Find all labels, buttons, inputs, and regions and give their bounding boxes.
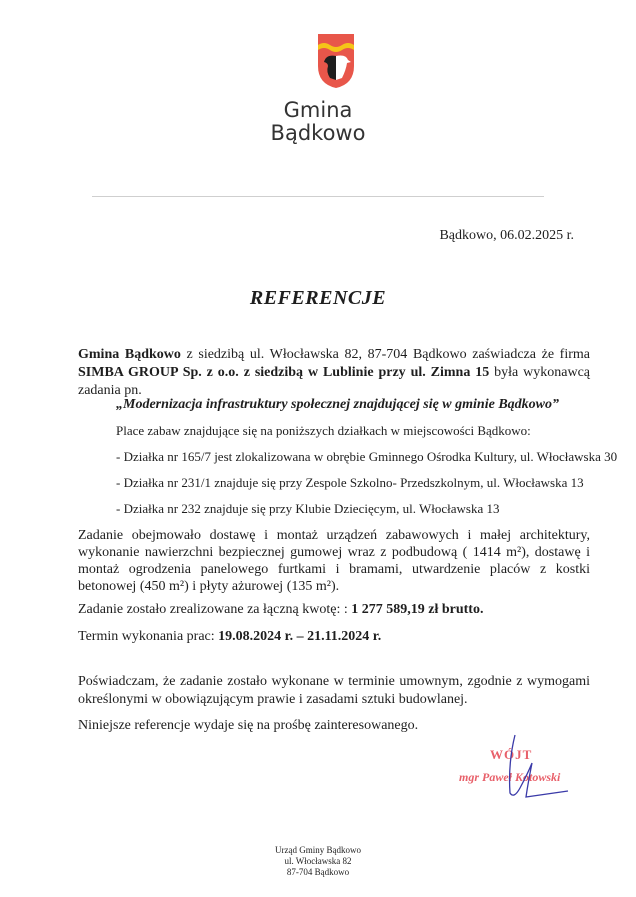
term-line xyxy=(78,628,590,646)
intro-text-end: była wykonawcą zadania pn. xyxy=(78,365,591,398)
term-label: Termin wykonania prac: xyxy=(78,629,219,644)
footer-line1: Urząd Gminy Bądkowo xyxy=(275,845,361,855)
coat-of-arms-icon xyxy=(316,32,356,90)
header-divider xyxy=(92,196,544,197)
location-item: - Działka nr 165/7 jest zlokalizowana w obrębie Gminnego Ośrodka Kultury, ul. Włocławska 30 xyxy=(116,449,618,464)
handwritten-signature-icon xyxy=(470,733,590,803)
location-item: - Działka nr 232 znajduje się przy Klubie Dziecięcym, ul. Włocławska 13 xyxy=(116,501,500,516)
document-title: REFERENCJE xyxy=(249,287,387,309)
intro-municipality: Gmina Bądkowo xyxy=(78,347,181,362)
term-value: 19.08.2024 r. – 21.11.2024 r. xyxy=(218,629,382,644)
brand-name-line1: Gmina xyxy=(283,98,353,122)
project-title: „Modernizacja infrastruktury społecznej znajdującej się w gminie Bądkowo” xyxy=(116,397,559,412)
date-line: Bądkowo, 06.02.2025 r. xyxy=(439,228,574,243)
signature-role: WÓJT xyxy=(490,747,533,762)
footer-line3: 87-704 Bądkowo xyxy=(286,867,350,877)
location-item: - Działka nr 231/1 znajduje się przy Zespole Szkolno- Przedszkolnym, ul. Włocławska 13 xyxy=(116,475,584,490)
closing-line: Niniejsze referencje wydaje się na prośbę zainteresowanego. xyxy=(78,718,419,733)
scope-paragraph: Zadanie obejmowało dostawę i montaż urządzeń zabawowych i małej architektury, wykonanie nawierzchni bezpiecznej gumowej wraz z podbudową ( 1414 m²), dostawę i montaż ogrodzenia panelowego furtkami i bramami, utwardzenie placów z kostki betonowej (450 m²) i płyty ażurowej (135 m²). xyxy=(78,528,590,594)
amount-line xyxy=(78,601,590,619)
intro-company: SIMBA GROUP Sp. z o.o. z siedzibą w Lublinie przy ul. Zimna 15 xyxy=(78,365,490,380)
certify-paragraph: Poświadczam, że zadanie zostało wykonane w terminie umownym, zgodnie z wymogami określonymi w obowiązującym prawie i zasadami sztuki budowlanej. xyxy=(78,674,590,707)
amount-value: 1 277 589,19 zł brutto. xyxy=(351,602,484,617)
intro-paragraph xyxy=(78,346,590,400)
amount-label: Zadanie zostało zrealizowane za łączną kwotę: : xyxy=(78,602,352,617)
brand-name-line2: Bądkowo xyxy=(270,121,366,145)
footer-line2: ul. Włocławska 82 xyxy=(284,856,352,866)
locations-intro: Place zabaw znajdujące się na poniższych działkach w miejscowości Bądkowo: xyxy=(116,423,531,438)
intro-text: z siedzibą ul. Włocławska 82, 87-704 Bądkowo zaświadcza że firma xyxy=(180,347,590,362)
signature-name: mgr Paweł Kotowski xyxy=(459,770,561,784)
